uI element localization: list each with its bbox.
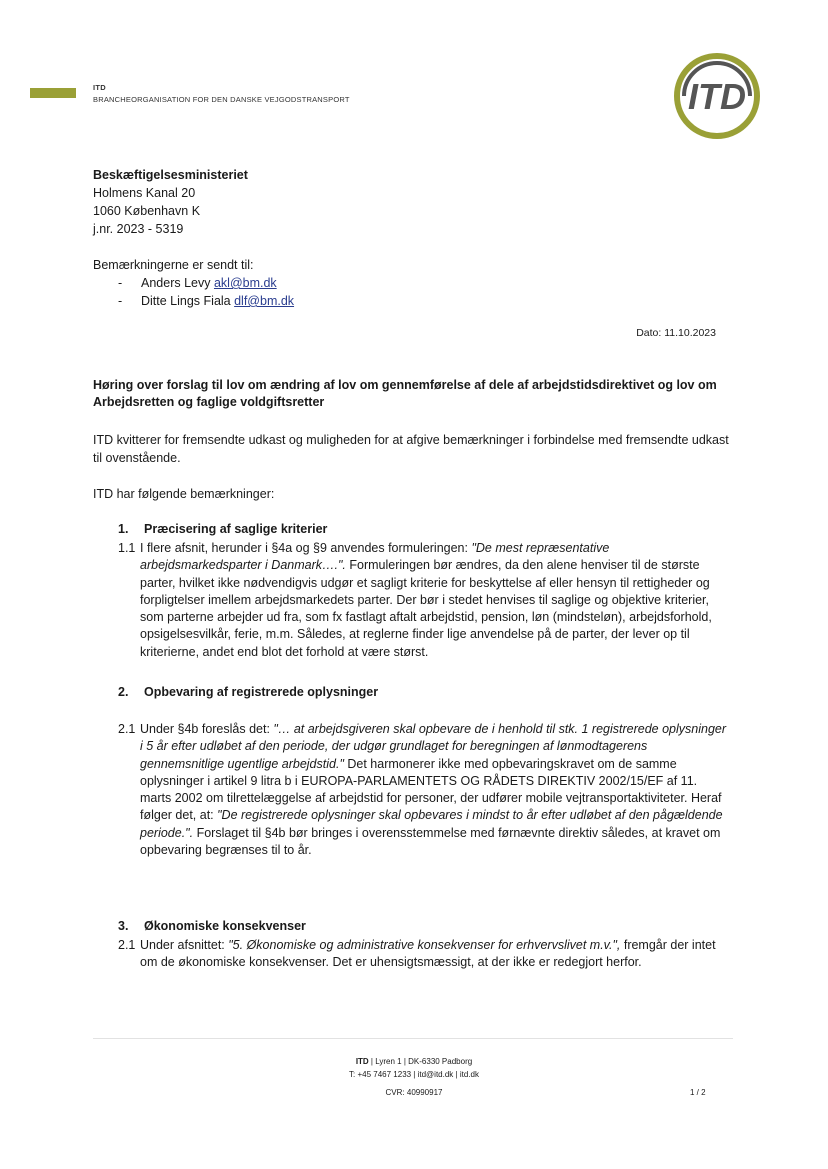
- email-link[interactable]: dlf@bm.dk: [234, 294, 295, 308]
- section-item: [118, 937, 728, 972]
- item-text: Under §4b foreslås det: "… at arbejdsgiveren skal opbevare de i henhold til stk. 1 registrerede oplysninger i 5 år efter udløbet af den periode, der udgør grundlaget for beregningen af lønmodtagerens gennemsnitlige ugentlige arbejdstid." Det harmonerer ikke med opbevaringskravet om de samme oplysninger i artikel 9 litra b i EUROPA-PARLAMENTETS OG RÅDETS DIREKTIV 2002/15/EF af 11. marts 2002 om tilrettelæggelse af arbejdstid for personer, der udfører mobile vejtransportaktiviteter. Heraf følger det, at: "De registrerede oplysninger skal opbevares i mindst to år efter udløbet af den pågældende periode.". Forslaget til §4b bør bringes i overensstemmelse med førnævnte direktiv således, at kravet om opbevaring begrænses til to år.: [140, 722, 727, 858]
- footer-line-2: T: +45 7467 1233 | itd@itd.dk | itd.dk: [349, 1070, 479, 1079]
- brand-tagline: BRANCHEORGANISATION FOR DEN DANSKE VEJGODSTRANSPORT: [93, 95, 350, 104]
- sent-to-block: [93, 256, 294, 310]
- sent-to-intro: Bemærkningerne er sendt til:: [93, 258, 254, 272]
- recipient-city: 1060 København K: [93, 204, 201, 218]
- recipient-ref: j.nr. 2023 - 5319: [93, 222, 184, 236]
- footer-line-3: CVR: 40990917: [385, 1088, 443, 1097]
- page-number: 1 / 2: [690, 1088, 706, 1097]
- intro-paragraph: ITD kvitterer for fremsendte udkast og muligheden for at afgive bemærkninger i forbindelse med fremsendte udkast til ovenstående.: [93, 433, 729, 465]
- item-text: Under afsnittet: "5. Økonomiske og administrative konsekvenser for erhvervslivet m.v.", fremgår der intet om de økonomiske konsekvenser. Det er uhensigtsmæssigt, at der ikke er redegjort herfor.: [140, 938, 716, 970]
- footer-divider: [93, 1038, 733, 1039]
- itd-logo-icon: [672, 52, 762, 140]
- person-name: Ditte Lings Fiala: [141, 294, 231, 308]
- section-item: [118, 721, 728, 859]
- section-item: [118, 540, 728, 661]
- letter-subject: Høring over forslag til lov om ændring af lov om gennemførelse af dele af arbejdstidsdirektivet og lov om Arbejdsretten og faglige voldgiftsretter: [93, 378, 717, 409]
- letter-date: Dato: 11.10.2023: [636, 327, 716, 339]
- brand-name: ITD: [93, 83, 106, 92]
- item-number: 2.1: [118, 722, 136, 736]
- section-heading: 3. Økonomiske konsekvenser: [118, 919, 306, 933]
- footer-line-1: ITD | Lyren 1 | DK-6330 Padborg: [355, 1057, 473, 1066]
- sent-to-list: [93, 274, 294, 310]
- recipient-org: Beskæftigelsesministeriet: [93, 168, 248, 182]
- email-link[interactable]: akl@bm.dk: [213, 276, 277, 290]
- item-text: I flere afsnit, herunder i §4a og §9 anvendes formuleringen: "De mest repræsentative arbejdsmarkedsparter i Danmark….". Formuleringen bør ændres, da den alene henviser til de største parter, hvilket ikke nødvendigvis udgør et sagligt kriterie for beskyttelse af eller hensyn til rettigheder og forpligtelser imellem arbejdsmarkedets parter. Der bør i stedet henvises til saglige og objektive kriterier, som parterne arbejder ud fra, som fx fastlagt aftalt arbejdstid, pension, løn (mindsteløn), arbejdsforhold, opsigelsesvilkår, ferie, m.m. Således, at reglerne finder lige anvendelse på de parter, der lever op til kriterierne, andet end blot det forhold at være størst.: [140, 541, 712, 659]
- section-heading: 1. Præcisering af saglige kriterier: [118, 522, 328, 536]
- item-number: 2.1: [118, 938, 136, 952]
- section-heading: 2. Opbevaring af registrerede oplysninger: [118, 685, 379, 699]
- item-number: 1.1: [118, 541, 136, 555]
- list-item: - Ditte Lings Fiala dlf@bm.dk: [118, 294, 295, 308]
- remarks-intro: ITD har følgende bemærkninger:: [93, 487, 275, 501]
- person-name: Anders Levy: [141, 276, 211, 290]
- recipient-street: Holmens Kanal 20: [93, 186, 196, 200]
- brand-color-bar: [30, 88, 76, 98]
- logo-text: ITD: [688, 76, 746, 117]
- list-item: - Anders Levy akl@bm.dk: [118, 276, 277, 290]
- recipient-address: [93, 166, 248, 238]
